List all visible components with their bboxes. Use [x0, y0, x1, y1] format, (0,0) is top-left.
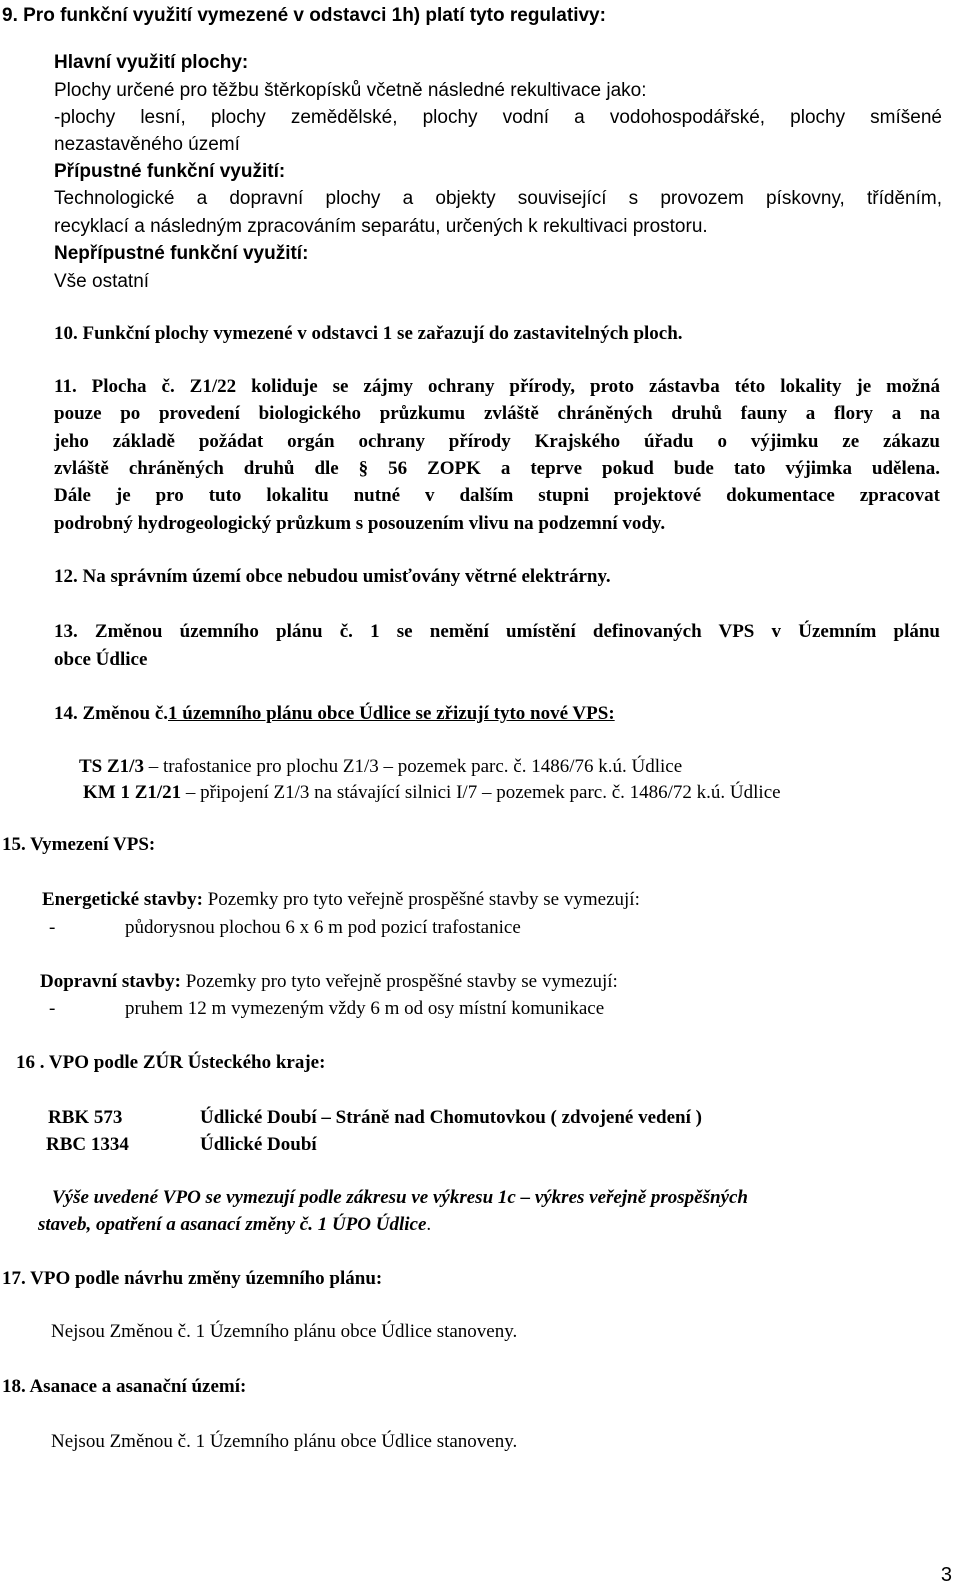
- section-11-line-2: pouze po provedení biologického průzkumu zvláště chráněných druhů fauny a flory a na: [54, 403, 940, 424]
- section-11-line-4: zvláště chráněných druhů dle § 56 ZOPK a teprve pokud bude tato výjimka udělena.: [54, 458, 940, 479]
- vpo-note-line-2-text: staveb, opatření a asanací změny č. 1 ÚPO Údlice: [38, 1214, 427, 1235]
- vps-ts-text: – trafostanice pro plochu Z1/3 – pozemek parc. č. 1486/76 k.ú. Údlice: [143, 756, 683, 777]
- section-11-line-6: podrobný hydrogeologický průzkum s posouzením vlivu na podzemní vody.: [54, 513, 666, 534]
- transport-item: pruhem 12 m vymezeným vždy 6 m od osy místní komunikace: [125, 998, 605, 1019]
- vps-ts-code: TS Z1/3: [79, 756, 144, 777]
- forbidden-use-text: Vše ostatní: [54, 271, 150, 292]
- vps-km-code: KM 1 Z1/21: [83, 782, 182, 803]
- vps-km-text: – připojení Z1/3 na stávající silnici I/7 – pozemek parc. č. 1486/72 k.ú. Údlice: [181, 782, 781, 803]
- main-use-line-3: nezastavěného území: [54, 134, 240, 155]
- section-14-heading: [54, 704, 615, 723]
- transport-label: Dopravní stavby:: [40, 971, 181, 992]
- page-number: 3: [940, 1564, 952, 1586]
- vpo-note-period: .: [426, 1214, 432, 1235]
- energy-text: Pozemky pro tyto veřejně prospěšné stavby se vymezují:: [202, 889, 640, 910]
- allowed-use-label: Přípustné funkční využití:: [54, 161, 286, 182]
- section-15-heading: 15. Vymezení VPS:: [2, 834, 156, 855]
- section-14-heading-prefix: 14. Změnou č.: [54, 703, 168, 724]
- section-13-line-1: 13. Změnou územního plánu č. 1 se nemění umístění definovaných VPS v Územním plánu: [54, 621, 940, 642]
- energy-structures: [42, 890, 640, 909]
- main-use-label: Hlavní využití plochy:: [54, 52, 249, 73]
- allowed-use-line-1: Technologické a dopravní plochy a objekty související s provozem pískovny, tříděním,: [54, 188, 942, 209]
- section-17-text: Nejsou Změnou č. 1 Územního plánu obce Údlice stanoveny.: [51, 1321, 518, 1342]
- vpo-note-line-2: [38, 1215, 431, 1234]
- section-17-heading: 17. VPO podle návrhu změny územního plánu:: [2, 1268, 383, 1289]
- energy-item: půdorysnou plochou 6 x 6 m pod pozicí trafostanice: [125, 917, 521, 938]
- vps-km-1: [83, 783, 781, 802]
- vpo-desc-rbc-1334: Údlické Doubí: [200, 1134, 317, 1155]
- section-9-heading: 9. Pro funkční využití vymezené v odstavci 1h) platí tyto regulativy:: [2, 5, 606, 26]
- transport-text: Pozemky pro tyto veřejně prospěšné stavby se vymezují:: [180, 971, 618, 992]
- forbidden-use-label: Nepřípustné funkční využití:: [54, 243, 309, 264]
- section-11-line-3: jeho základě požádat orgán ochrany přírody Krajského úřadu o výjimku ze zákazu: [54, 431, 940, 452]
- section-13-line-2: obce Údlice: [54, 649, 148, 670]
- energy-label: Energetické stavby:: [42, 889, 203, 910]
- allowed-use-line-2: recyklací a následným zpracováním separátu, určených k rekultivaci prostoru.: [54, 216, 708, 237]
- transport-structures: [40, 972, 618, 991]
- vpo-code-rbk-573: RBK 573: [48, 1107, 123, 1128]
- vpo-desc-rbk-573: Údlické Doubí – Stráně nad Chomutovkou ( zdvojené vedení ): [200, 1107, 702, 1128]
- section-16-heading: 16 . VPO podle ZÚR Ústeckého kraje:: [16, 1052, 326, 1073]
- main-use-line-2: -plochy lesní, plochy zemědělské, plochy vodní a vodohospodářské, plochy smíšené: [54, 107, 942, 128]
- section-11-line-5: Dále je pro tuto lokalitu nutné v dalším stupni projektové dokumentace zpracovat: [54, 485, 940, 506]
- section-11-line-1: 11. Plocha č. Z1/22 koliduje se zájmy ochrany přírody, proto zástavba této lokality je možná: [54, 376, 940, 397]
- vps-ts-z1-3: [79, 757, 682, 776]
- main-use-line-1: Plochy určené pro těžbu štěrkopísků včetně následné rekultivace jako:: [54, 80, 647, 101]
- section-12: 12. Na správním území obce nebudou umisťovány větrné elektrárny.: [54, 566, 611, 587]
- transport-dash: -: [49, 998, 56, 1019]
- section-10: 10. Funkční plochy vymezené v odstavci 1 se zařazují do zastavitelných ploch.: [54, 323, 683, 344]
- section-14-heading-underlined: 1 územního plánu obce Údlice se zřizují tyto nové VPS:: [168, 703, 615, 724]
- section-18-heading: 18. Asanace a asanační území:: [2, 1376, 247, 1397]
- section-18-text: Nejsou Změnou č. 1 Územního plánu obce Údlice stanoveny.: [51, 1431, 518, 1452]
- energy-dash: -: [49, 917, 56, 938]
- vpo-note-line-1: Výše uvedené VPO se vymezují podle zákresu ve výkresu 1c – výkres veřejně prospěšných: [52, 1187, 748, 1208]
- vpo-code-rbc-1334: RBC 1334: [46, 1134, 129, 1155]
